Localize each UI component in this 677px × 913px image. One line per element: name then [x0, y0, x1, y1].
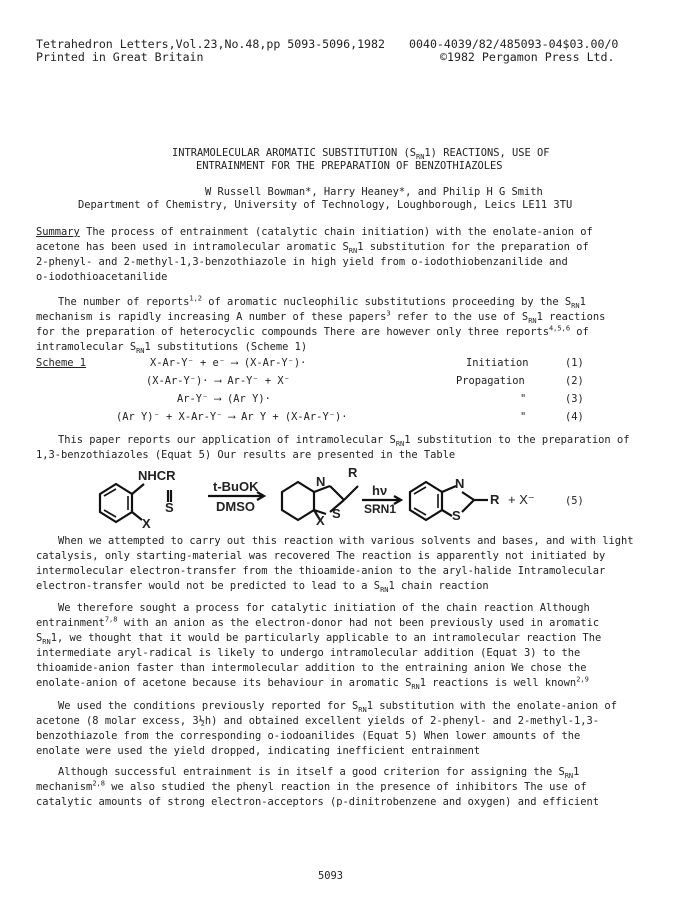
eq-radical-n: N	[316, 474, 326, 489]
scheme-eq4: (Ar Y)⁻ + X-Ar-Y⁻ ⟶ Ar Y + (X-Ar-Y⁻)·	[116, 411, 348, 423]
eq-product-n: N	[455, 476, 465, 491]
copyright: ©1982 Pergamon Press Ltd.	[440, 50, 615, 64]
p4-line5: thioamide-anion faster than intermolecular addition to the entraining anion We chose the	[36, 662, 587, 674]
p4-line3: $S_{RN}1$, we thought that it would be particularly applicable to an intramolecular reaction The	[36, 632, 602, 647]
p4-line1: We therefore sought a process for catalytic initiation of the chain reaction Although	[58, 602, 590, 614]
summary-line4: o-iodothioacetanilide	[36, 271, 168, 283]
eq-radical-r: R	[348, 465, 358, 480]
eq-product-s: S	[452, 508, 461, 523]
p2-line1: This paper reports our application of intramolecular $S_{RN}1$ substitution to the preparation of	[58, 434, 630, 449]
p6-line1: Although successful entrainment is in itself a good criterion for assigning the $S_{RN}1$	[58, 766, 580, 781]
radical-benzene-ring	[282, 482, 314, 520]
summary-line2: acetone has been used in intramolecular aromatic $S_{RN}1$ substitution for the preparation of	[36, 241, 589, 256]
summary-line1: Summary The process of entrainment (catalytic chain initiation) with the enolate-anion of	[36, 226, 593, 238]
article-title-line1: INTRAMOLECULAR AROMATIC SUBSTITUTION $(S_{RN}1)$ REACTIONS, USE OF	[172, 147, 550, 162]
p4-line2: entrainment$^{7,8}$ with an anion as the electron-donor had not been previously used in aromatic	[36, 615, 600, 629]
p5-line4: enolate were used the yield dropped, indicating inefficient entrainment	[36, 745, 481, 757]
eq-product-r: R	[490, 492, 500, 507]
p1-line3: for the preparation of heterocyclic compounds There are however only three reports$^{4,5,6}$ of	[36, 324, 589, 338]
page-number: 5093	[318, 870, 344, 882]
scheme-num4: (4)	[565, 411, 584, 423]
authors: W Russell Bowman*, Harry Heaney*, and Philip H G Smith	[205, 186, 543, 198]
p1-line1: The number of reports$^{1,2}$ of aromatic nucleophilic substitutions proceeding by the $S_{RN}1$	[58, 294, 586, 311]
eq-nhcr: NHCR	[138, 468, 176, 483]
p6-line2: mechanism$^{2,8}$ we also studied the phenyl reaction in the presence of inhibitors The use of	[36, 779, 587, 793]
printed-in: Printed in Great Britain	[36, 50, 204, 64]
affiliation: Department of Chemistry, University of Technology, Loughborough, Leics LE11 3TU	[78, 199, 573, 211]
eq-reagent-bottom: DMSO	[216, 499, 255, 514]
eq-thione-s: S	[165, 500, 174, 515]
p2-line2: 1,3-benzothiazoles (Equat 5) Our results are presented in the Table	[36, 449, 456, 461]
eq-radical-x: X	[316, 513, 325, 528]
p1-line2: mechanism is rapidly increasing A number of these papers$^3$ refer to the use of $S_{RN}1$ reactions	[36, 309, 606, 326]
scheme-eq1: X-Ar-Y⁻ + e⁻ ⟶ (X-Ar-Y⁻)·	[150, 357, 307, 369]
scheme-label: Scheme 1	[36, 357, 87, 369]
p4-line4: intermediate aryl-radical is likely to undergo intramolecular addition (Equat 3) to the	[36, 647, 581, 659]
scheme-num2: (2)	[565, 375, 584, 387]
scheme-tag1: Initiation	[466, 357, 529, 369]
scheme-eq3: Ar-Y⁻ ⟶ (Ar Y)·	[177, 393, 271, 405]
p6-line3: catalytic amounts of strong electron-acceptors (p-dinitrobenzene and oxygen) and efficient	[36, 796, 600, 808]
eq-hv: hν	[372, 483, 388, 498]
scheme-tag3: "	[520, 393, 527, 405]
eq-srn1: SRN1	[364, 502, 397, 516]
summary-label: Summary	[36, 226, 80, 238]
eq-leaving-x: X	[142, 516, 151, 531]
scheme-num1: (1)	[565, 357, 584, 369]
article-code: 0040-4039/82/485093-04$03.00/0	[409, 37, 619, 51]
reaction-equation-5	[0, 462, 677, 530]
p5-line3: benzothiazole from the corresponding o-iodoanilides (Equat 5) When lower amounts of the	[36, 730, 581, 742]
p3-line2: catalysis, only starting-material was recovered The reaction is apparently not initiated by	[36, 550, 606, 562]
eq-radical-s: S	[332, 506, 341, 521]
p3-line1: When we attempted to carry out this reaction with various solvents and bases, and with light	[58, 535, 634, 547]
p5-line2: acetone (8 molar excess, 3½h) and obtained excellent yields of 2-phenyl- and 2-methyl-1,3-	[36, 715, 600, 727]
p1-line4: intramolecular $S_{RN}1$ substitutions (Scheme 1)	[36, 341, 308, 356]
p5-line1: We used the conditions previously reported for $S_{RN}1$ substitution with the enolate-anion of	[58, 700, 617, 715]
p3-line4: electron-transfer would not be predicted to lead to a $S_{RN}1$ chain reaction	[36, 580, 489, 595]
p3-line3: intermolecular electron-transfer from the thioamide-anion to the aryl-halide Intramolecular	[36, 565, 606, 577]
scheme-tag2: Propagation	[456, 375, 525, 387]
scheme-num3: (3)	[565, 393, 584, 405]
summary-line3: 2-phenyl- and 2-methyl-1,3-benzothiazole in high yield from o-iodothiobenzanilide and	[36, 256, 568, 268]
p4-line6: enolate-anion of acetone because its behaviour in aromatic $S_{RN}1$ reactions is well known$^{2,9}$	[36, 675, 589, 692]
article-title-line2: ENTRAINMENT FOR THE PREPARATION OF BENZOTHIAZOLES	[196, 160, 503, 172]
eq-number: (5)	[565, 495, 584, 507]
journal-citation: Tetrahedron Letters,Vol.23,No.48,pp 5093-5096,1982	[36, 37, 386, 51]
eq-reagent-top: t-BuOK	[213, 479, 259, 494]
scheme-tag4: "	[520, 411, 527, 423]
eq-plus-x: + X⁻	[508, 492, 535, 507]
scheme-eq2: (X-Ar-Y⁻)· ⟶ Ar-Y⁻ + X⁻	[146, 375, 290, 387]
